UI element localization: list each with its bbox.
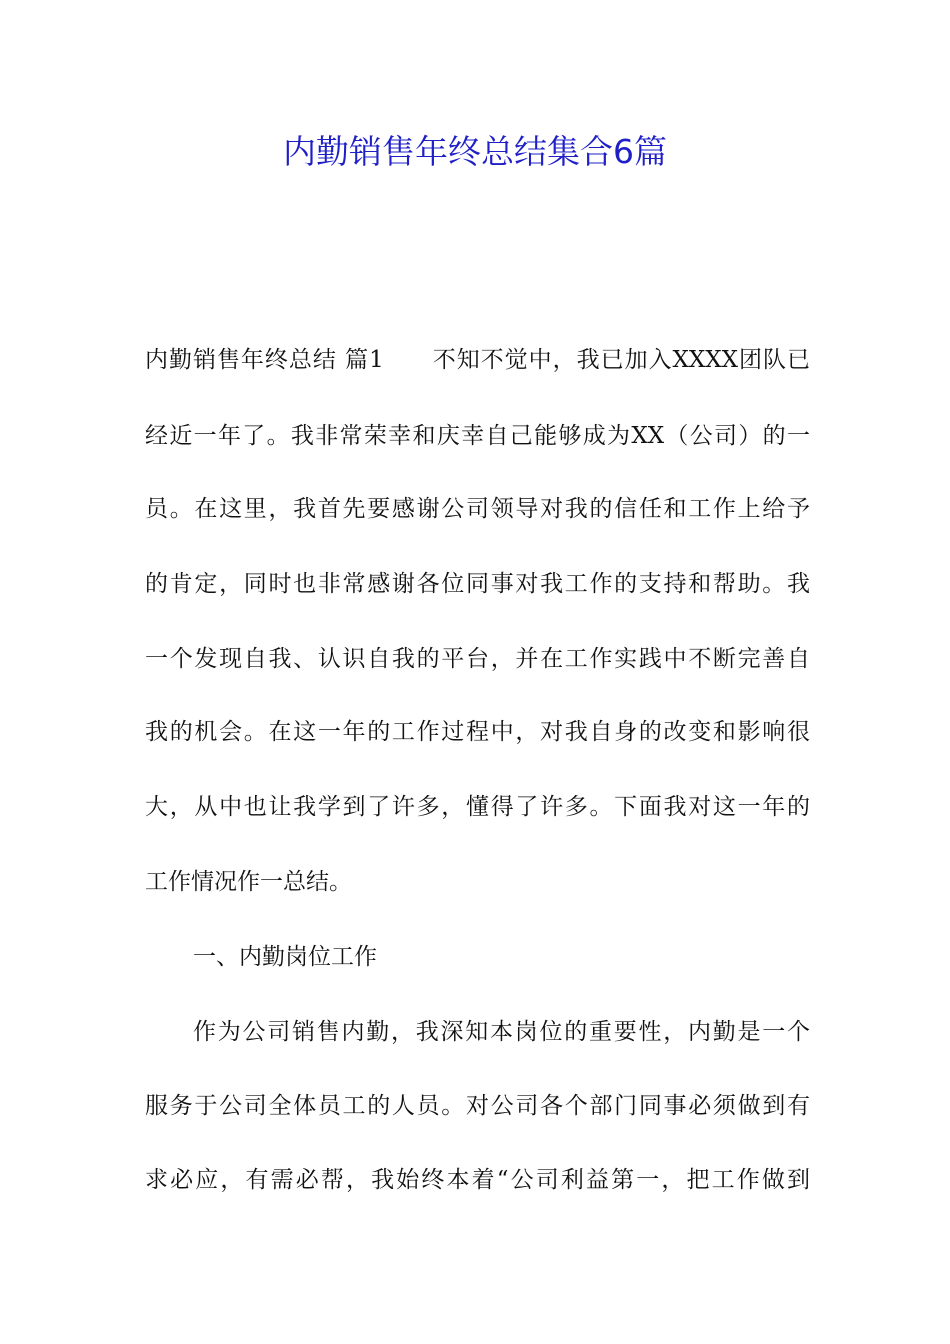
body-line: 工作情况作一总结。 bbox=[145, 869, 352, 895]
body-line: 员。在这里，我首先要感谢公司领导对我的信任和工作上给予 bbox=[145, 496, 810, 522]
body-line: 我的机会。在这一年的工作过程中，对我自身的改变和影响很 bbox=[145, 719, 810, 745]
body-line: 作为公司销售内勤，我深知本岗位的重要性，内勤是一个 bbox=[193, 1019, 810, 1045]
body-line: 服务于公司全体员工的人员。对公司各个部门同事必须做到有 bbox=[145, 1093, 810, 1119]
body-line: 的肯定，同时也非常感谢各位同事对我工作的支持和帮助。我 bbox=[145, 571, 810, 597]
body-line: 大，从中也让我学到了许多，懂得了许多。下面我对这一年的 bbox=[145, 794, 810, 820]
body-line: 一个发现自我、认识自我的平台，并在工作实践中不断完善自 bbox=[145, 646, 810, 672]
body-line: 内勤销售年终总结 篇1 不知不觉中，我已加入XXXX团队已 bbox=[145, 347, 810, 373]
body-line: 经近一年了。我非常荣幸和庆幸自己能够成为XX（公司）的一 bbox=[145, 423, 810, 449]
body-line: 求必应，有需必帮，我始终本着“公司利益第一，把工作做到 bbox=[145, 1167, 810, 1193]
section-heading: 一、内勤岗位工作 bbox=[193, 944, 377, 970]
document-title: 内勤销售年终总结集合6篇 bbox=[283, 132, 667, 171]
